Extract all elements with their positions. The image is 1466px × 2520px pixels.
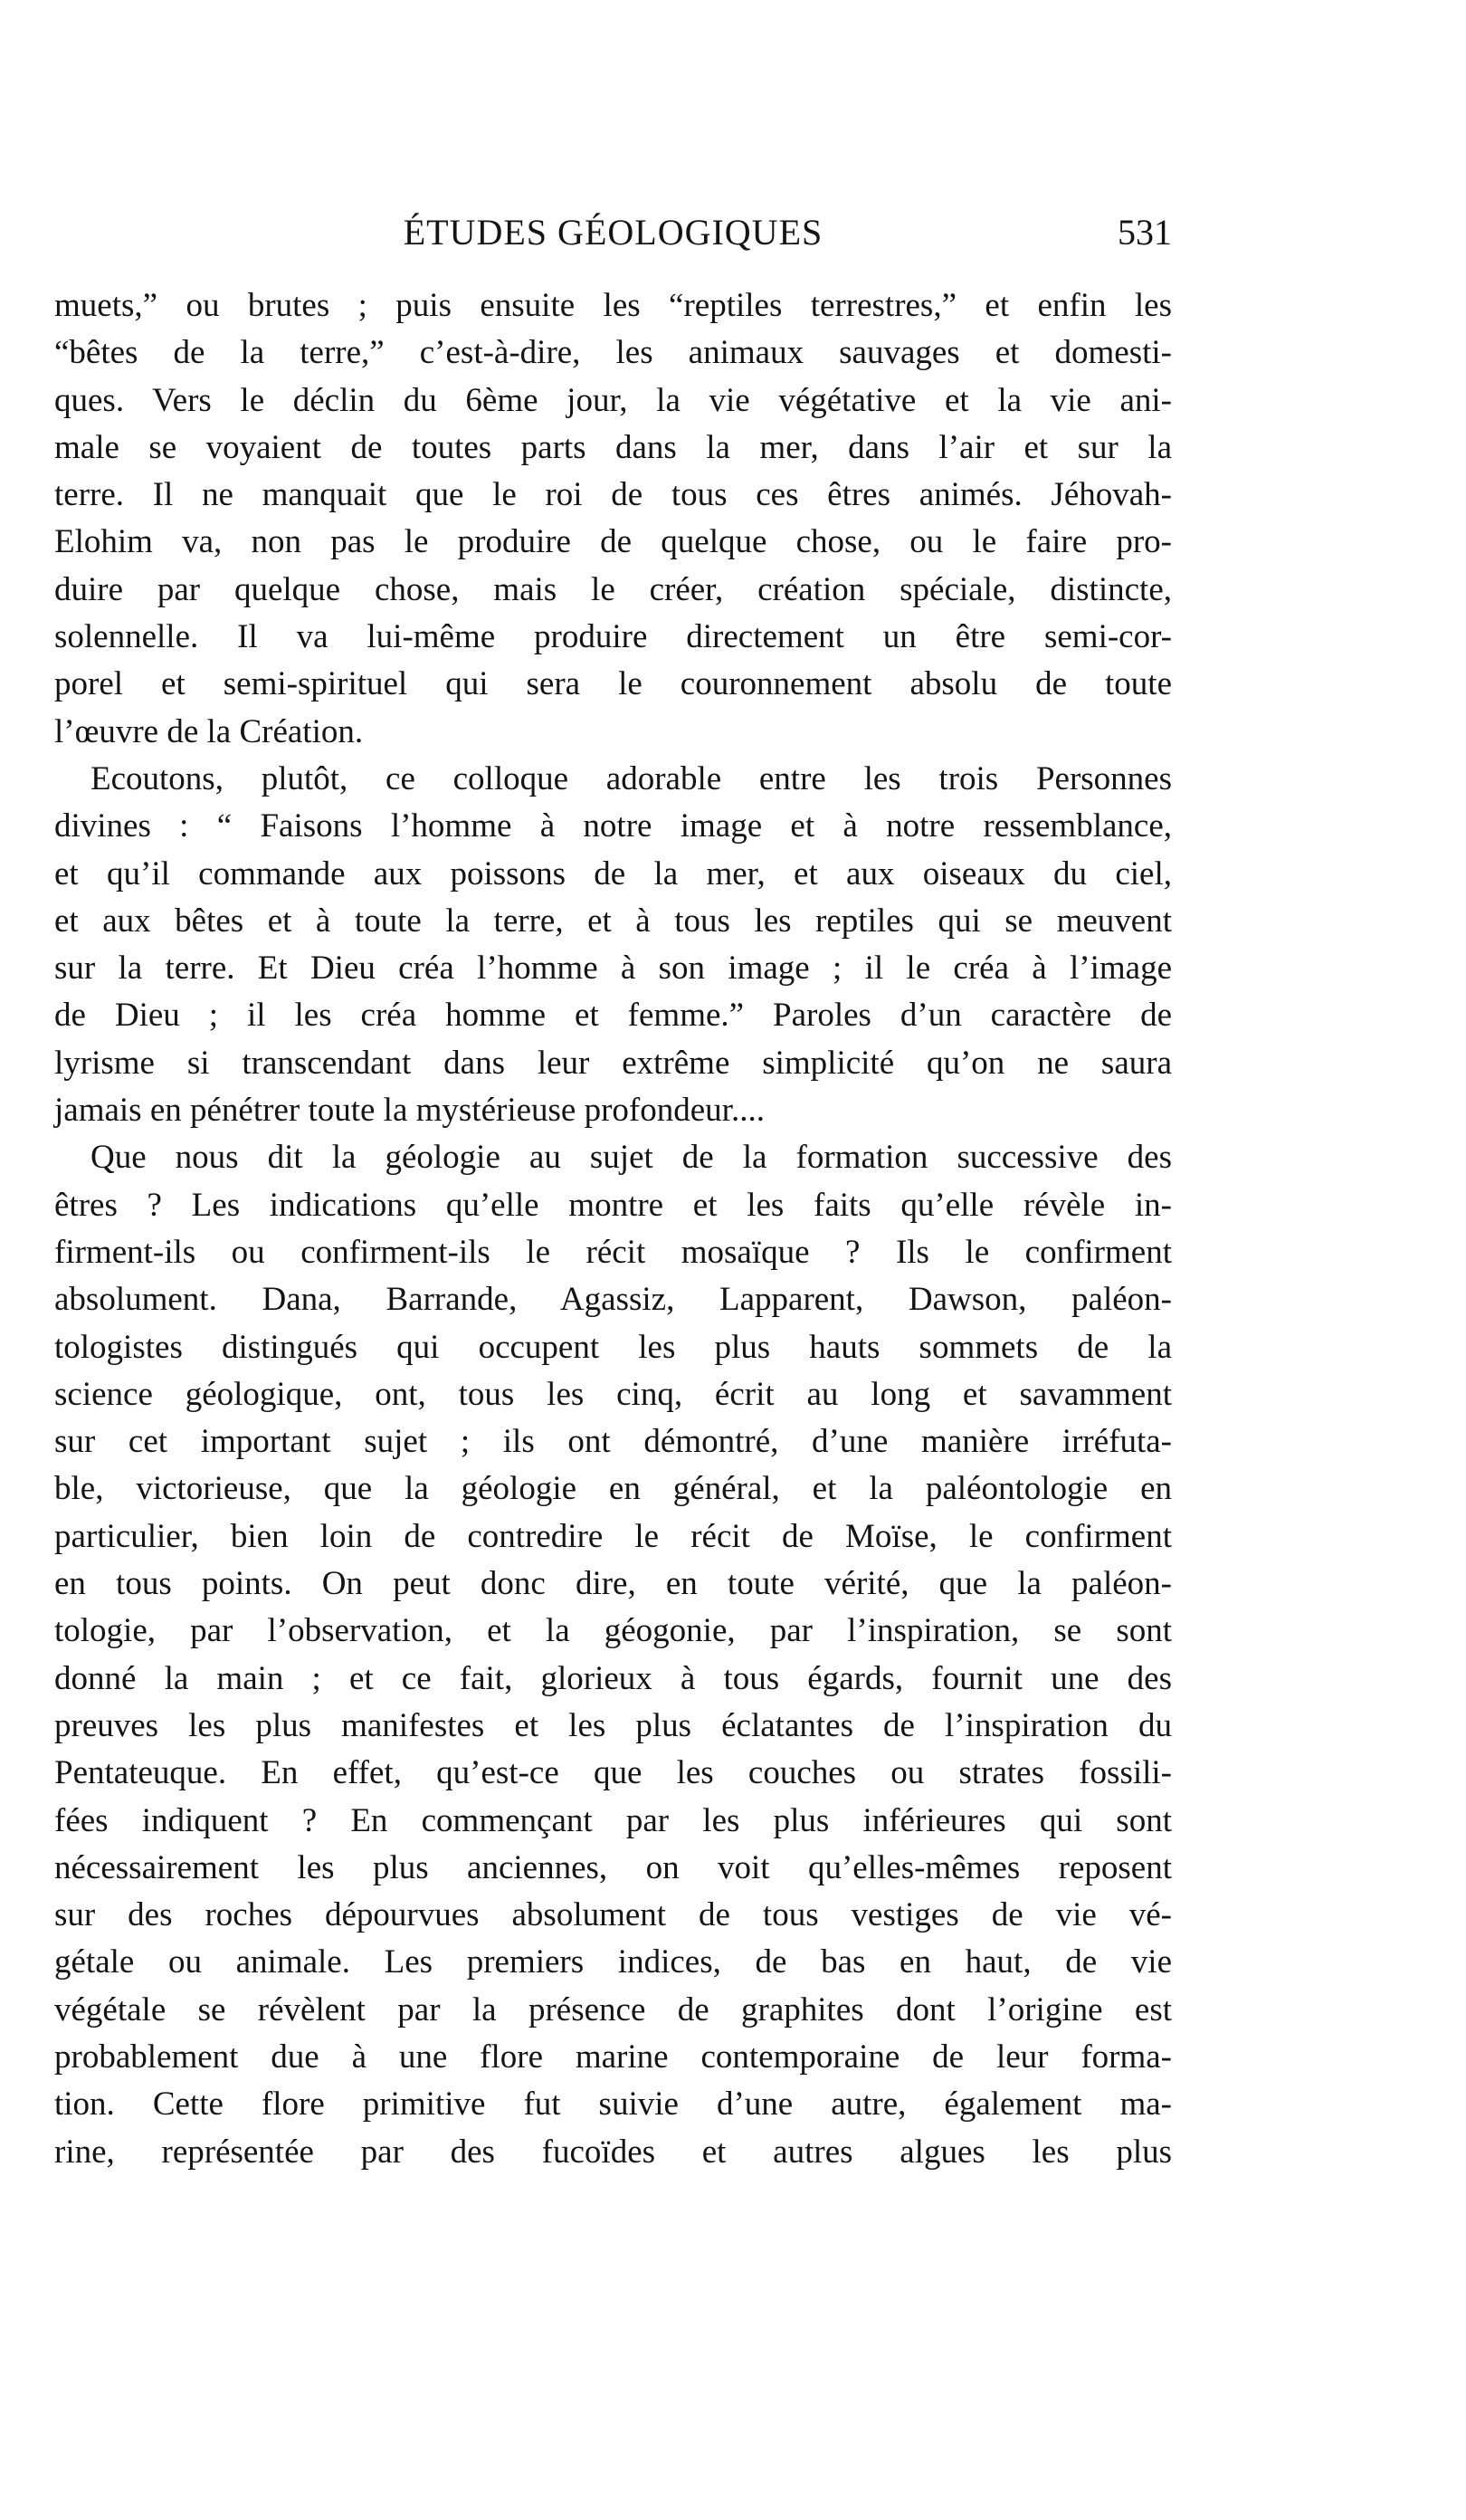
text-line: nécessairement les plus anciennes, on voit qu’elles-mêmes reposent <box>54 1848 1172 1886</box>
text-line: tion. Cette flore primitive fut suivie d’une autre, également ma- <box>54 2086 1172 2124</box>
text-line: sur cet important sujet ; ils ont démontré, d’une manière irréfuta- <box>54 1423 1172 1461</box>
text-line: sur la terre. Et Dieu créa l’homme à son image ; il le créa à l’image <box>54 950 1172 988</box>
text-line: duire par quelque chose, mais le créer, création spéciale, distincte, <box>54 570 1172 608</box>
text-line: probablement due à une flore marine contemporaine de leur forma- <box>54 2038 1172 2076</box>
text-line: male se voyaient de toutes parts dans la mer, dans l’air et sur la <box>54 428 1172 466</box>
text-line: en tous points. On peut donc dire, en toute vérité, que la paléon- <box>54 1565 1172 1603</box>
text-line: tologistes distingués qui occupent les plus hauts sommets de la <box>54 1328 1172 1366</box>
text-line: de Dieu ; il les créa homme et femme.” Paroles d’un caractère de <box>54 997 1172 1035</box>
text-line: lyrisme si transcendant dans leur extrême simplicité qu’on ne saura <box>54 1044 1172 1082</box>
text-line: Pentateuque. En effet, qu’est-ce que les couches ou strates fossili- <box>54 1754 1172 1792</box>
text-line: muets,” ou brutes ; puis ensuite les “reptiles terrestres,” et enfin les <box>54 287 1172 324</box>
body-text <box>54 282 1172 2176</box>
text-line: tologie, par l’observation, et la géogonie, par l’inspiration, se sont <box>54 1612 1172 1650</box>
page-number: 531 <box>1118 212 1172 253</box>
text-line: végétale se révèlent par la présence de graphites dont l’origine est <box>54 1990 1172 2028</box>
text-line: science géologique, ont, tous les cinq, écrit au long et savamment <box>54 1375 1172 1413</box>
text-line: jamais en pénétrer toute la mystérieuse profondeur.... <box>54 1092 765 1130</box>
text-line: divines : “ Faisons l’homme à notre image et à notre ressemblance, <box>54 807 1172 845</box>
text-line: sur des roches dépourvues absolument de tous vestiges de vie vé- <box>54 1896 1172 1934</box>
paragraph-3 <box>54 1134 1172 2176</box>
text-line: “bêtes de la terre,” c’est-à-dire, les animaux sauvages et domesti- <box>54 334 1172 372</box>
text-line: firment-ils ou confirment-ils le récit mosaïque ? Ils le confirment <box>54 1233 1172 1271</box>
text-line: et aux bêtes et à toute la terre, et à tous les reptiles qui se meuvent <box>54 902 1172 940</box>
text-line: preuves les plus manifestes et les plus éclatantes de l’inspiration du <box>54 1706 1172 1744</box>
running-head <box>54 201 1172 264</box>
paragraph-1 <box>54 282 1172 756</box>
text-line: rine, représentée par des fucoïdes et autres algues les plus <box>54 2133 1172 2171</box>
text-line: porel et semi-spirituel qui sera le couronnement absolu de toute <box>54 665 1172 703</box>
running-title: ÉTUDES GÉOLOGIQUES <box>403 212 823 253</box>
text-line: Ecoutons, plutôt, ce colloque adorable entre les trois Personnes <box>90 759 1172 797</box>
text-line: Elohim va, non pas le produire de quelque chose, ou le faire pro- <box>54 523 1172 561</box>
text-line: terre. Il ne manquait que le roi de tous ces êtres animés. Jéhovah- <box>54 476 1172 514</box>
text-line: et qu’il commande aux poissons de la mer, et aux oiseaux du ciel, <box>54 854 1172 892</box>
text-line: l’œuvre de la Création. <box>54 712 364 750</box>
text-line: êtres ? Les indications qu’elle montre et les faits qu’elle révèle in- <box>54 1186 1172 1224</box>
text-line: Que nous dit la géologie au sujet de la formation successive des <box>90 1139 1172 1177</box>
text-line: absolument. Dana, Barrande, Agassiz, Lapparent, Dawson, paléon- <box>54 1281 1172 1319</box>
text-line: fées indiquent ? En commençant par les plus inférieures qui sont <box>54 1801 1172 1839</box>
text-line: ble, victorieuse, que la géologie en général, et la paléontologie en <box>54 1470 1172 1508</box>
text-line: ques. Vers le déclin du 6ème jour, la vie végétative et la vie ani- <box>54 381 1172 419</box>
text-line: donné la main ; et ce fait, glorieux à tous égards, fournit une des <box>54 1659 1172 1697</box>
text-line: solennelle. Il va lui-même produire directement un être semi-cor- <box>54 618 1172 656</box>
paragraph-2 <box>54 756 1172 1134</box>
text-line: particulier, bien loin de contredire le récit de Moïse, le confirment <box>54 1517 1172 1555</box>
text-line: gétale ou animale. Les premiers indices, de bas en haut, de vie <box>54 1943 1172 1981</box>
